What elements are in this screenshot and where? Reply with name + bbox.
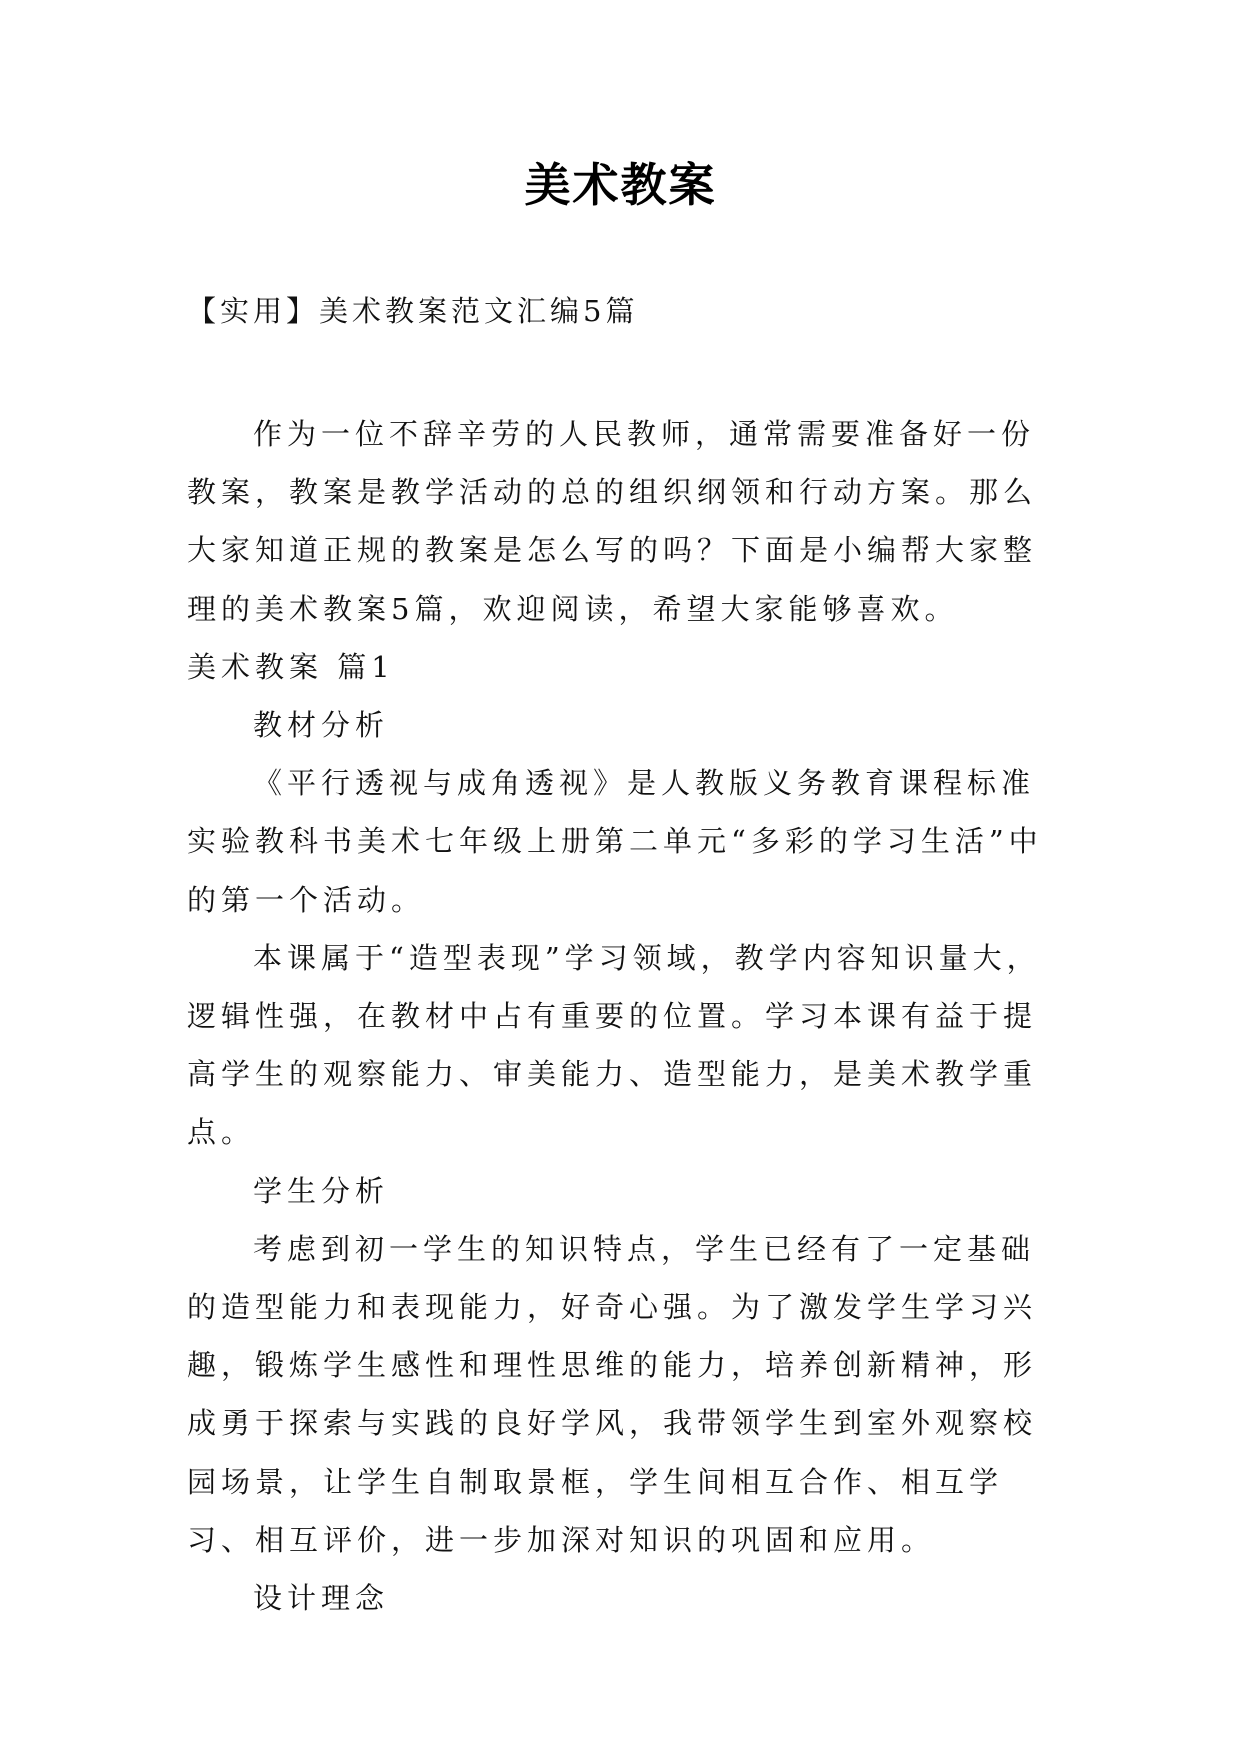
textbook-paragraph-2: 本课属于“造型表现”学习领域，教学内容知识量大，逻辑性强，在教材中占有重要的位置。学习本课有益于提高学生的观察能力、审美能力、造型能力，是美术教学重点。: [187, 940, 1041, 1150]
document-body: [187, 405, 1057, 1627]
document-subtitle: 【实用】美术教案范文汇编5篇: [187, 294, 639, 328]
heading-design-concept: 设计理念: [253, 1581, 390, 1616]
heading-student-analysis: 学生分析: [253, 1173, 390, 1208]
students-paragraph: 考虑到初一学生的知识特点，学生已经有了一定基础的造型能力和表现能力，好奇心强。为了激发学生学习兴趣，锻炼学生感性和理性思维的能力，培养创新精神，形成勇于探索与实践的良好学风，我带领学生到室外观察校园场景，让学生自制取景框，学生间相互合作、相互学习、相互评价，进一步加深对知识的巩固和应用。: [187, 1231, 1038, 1557]
document-title: 美术教案: [524, 158, 717, 212]
textbook-paragraph-1: 《平行透视与成角透视》是人教版义务教育课程标准实验教科书美术七年级上册第二单元“多彩的学习生活”中的第一个活动。: [187, 766, 1043, 917]
section-title: 美术教案 篇1: [187, 649, 395, 684]
intro-paragraph: 作为一位不辞辛劳的人民教师，通常需要准备好一份教案，教案是教学活动的总的组织纲领和行动方案。那么大家知道正规的教案是怎么写的吗？下面是小编帮大家整理的美术教案5篇，欢迎阅读，希望大家能够喜欢。: [187, 417, 1038, 626]
heading-textbook-analysis: 教材分析: [253, 708, 390, 743]
